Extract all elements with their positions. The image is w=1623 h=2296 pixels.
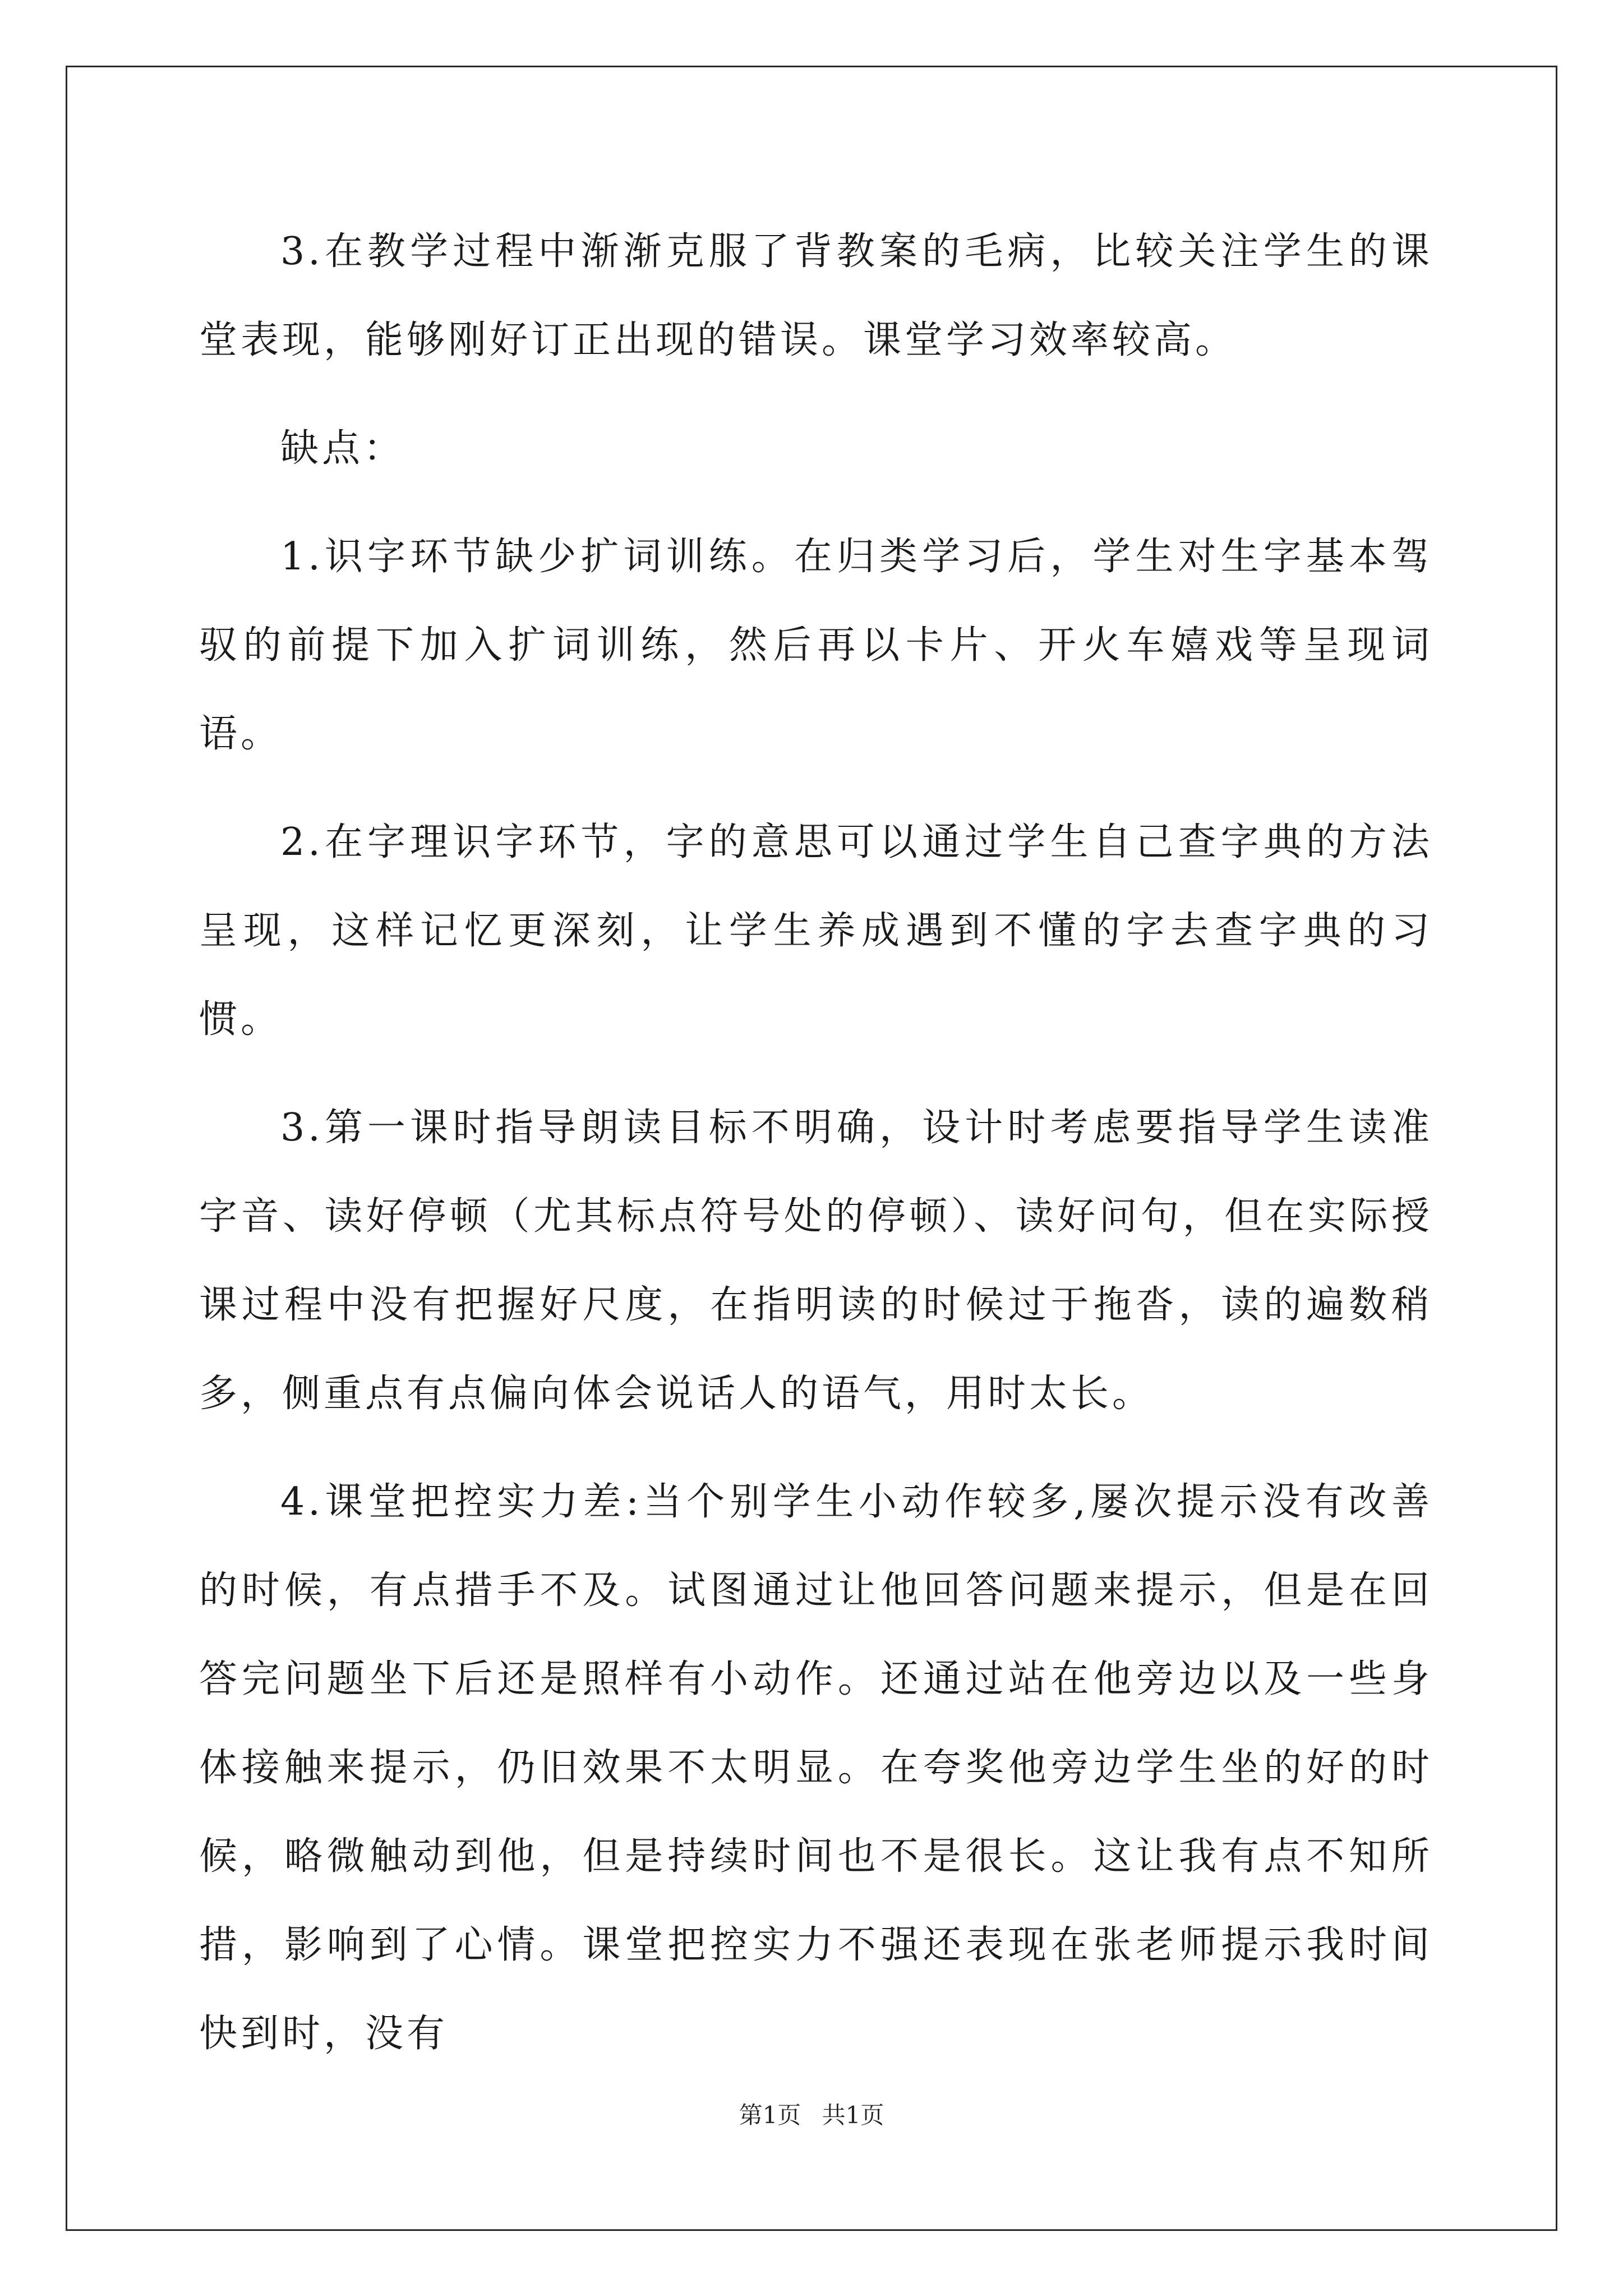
paragraph-weakness-1: 1.识字环节缺少扩词训练。在归类学习后，学生对生字基本驾驭的前提下加入扩词训练，然后再以卡片、开火车嬉戏等呈现词语。 — [199, 535, 1433, 756]
page-number: 第1页 — [739, 2101, 801, 2129]
document-body — [199, 208, 1433, 2098]
paragraph-weakness-4: 4.课堂把控实力差:当个别学生小动作较多,屡次提示没有改善的时候，有点措手不及。试图通过让他回答问题来提示，但是在回答完问题坐下后还是照样有小动作。还通过站在他旁边以及一些身体接触来提示，仍旧效果不太明显。在夸奖他旁边学生坐的好的时候，略微触动到他，但是持续时间也不是很长。这让我有点不知所措，影响到了心情。课堂把控实力不强还表现在张老师提示我时间快到时，没有 — [199, 1480, 1433, 2056]
paragraph-weakness-3: 3.第一课时指导朗读目标不明确，设计时考虑要指导学生读准字音、读好停顿（尤其标点符号处的停顿）、读好问句，但在实际授课过程中没有把握好尺度，在指明读的时候过于拖沓，读的遍数稍多，侧重点有点偏向体会说话人的语气，用时太长。 — [199, 1106, 1433, 1416]
page-footer — [0, 2097, 1623, 2131]
paragraph-weaknesses-heading: 缺点： — [280, 426, 405, 471]
paragraph-weakness-2: 2.在字理识字环节，字的意思可以通过学生自己查字典的方法呈现，这样记忆更深刻，让学生养成遇到不懂的字去查字典的习惯。 — [199, 820, 1433, 1042]
page-total: 共1页 — [822, 2101, 884, 2129]
paragraph-strengths-3: 3.在教学过程中渐渐克服了背教案的毛病，比较关注学生的课堂表现，能够刚好订正出现的错误。课堂学习效率较高。 — [199, 229, 1433, 362]
